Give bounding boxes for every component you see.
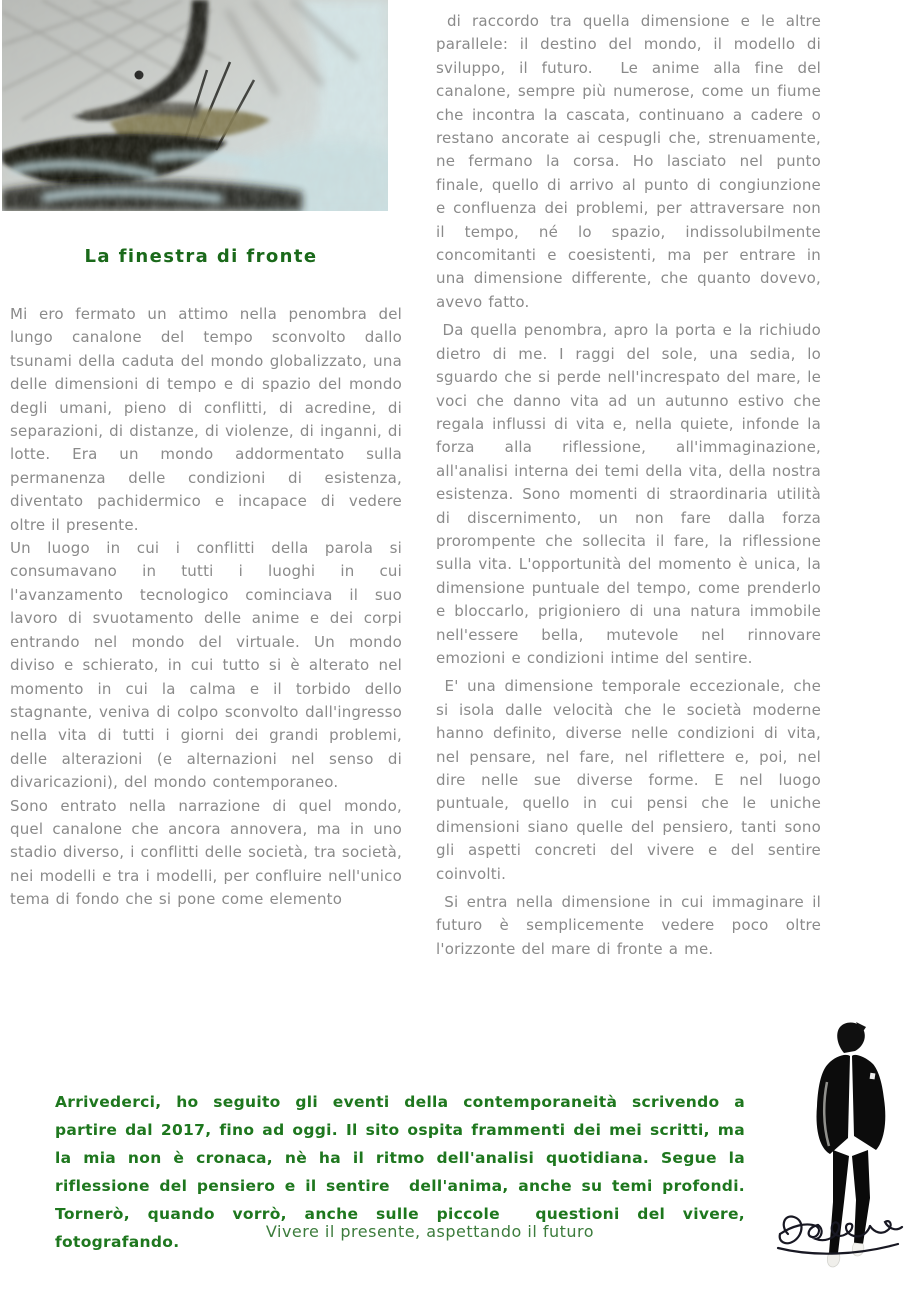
fashion-sketch-figure-image bbox=[772, 1020, 910, 1276]
paint-grain-overlay bbox=[2, 0, 388, 211]
paragraph: di raccordo tra quella dimensione e le altre parallele: il destino del mondo, il modello di sviluppo, il futuro. Le anime alla fine del canalone, sempre più numerose, come un fiume che incontra la cascata, continuano a cadere o restano ancorate ai cespugli che, strenuamente, ne fermano la corsa. Ho lasciato nel punto finale, quello di arrivo al punto di congiunzione e confluenza dei problemi, per attraversare non il tempo, né lo spazio, indissolubilmente concomitanti e coesistenti, ma per entrare in una dimensione differente, che quanto dovevo, avevo fatto. bbox=[436, 12, 827, 311]
paragraph: Un luogo in cui i conflitti della parola si consumavano in tutti i luoghi in cui l'avanzamento tecnologico cominciava il suo lavoro di svuotamento delle anime e dei corpi entrando nel mondo del virtuale. Un mondo diviso e schierato, in cui tutto si è alterato nel momento in cui la calma e il torbido dello stagnante, veniva di colpo sconvolto dall'ingresso nella vita di tutti i giorni dei grandi problemi, delle alterazioni (e alternazioni nel senso di divaricazioni), del mondo contemporaneo. bbox=[10, 539, 408, 792]
boat-artwork-svg bbox=[2, 0, 388, 211]
left-text-column bbox=[10, 303, 408, 912]
figure-shoe-right bbox=[852, 1243, 863, 1256]
paragraph: E' una dimensione temporale eccezionale, che si isola dalle velocità che le società moderne hanno definito, diverse nelle condizioni di vita, nel pensare, nel fare, nel riflettere e, poi, nel dire nelle sue diverse forme. E nel luogo puntuale, quello in cui pensi che le uniche dimensioni siano quelle del pensiero, tanti sono gli aspetti concreti del vivere e del sentire coinvolti. bbox=[436, 677, 827, 883]
paragraph: Si entra nella dimensione in cui immaginare il futuro è semplicemente vedere poco oltre l'orizzonte del mare di fronte a me. bbox=[436, 893, 827, 958]
right-text-column bbox=[436, 10, 827, 966]
abstract-boat-artwork-image bbox=[2, 0, 388, 211]
figure-shoe-left bbox=[827, 1253, 839, 1267]
paragraph: Sono entrato nella narrazione di quel mondo, quel canalone che ancora annovera, ma in uno stadio diverso, i conflitti delle società, tra società, nei modelli e tra i modelli, per confluire nell'unico tema di fondo che si pone come elemento bbox=[10, 796, 408, 909]
tagline: Vivere il presente, aspettando il futuro bbox=[265, 1222, 595, 1241]
figure-jacket-left bbox=[817, 1055, 850, 1154]
figure-pocket-square bbox=[870, 1073, 876, 1080]
paragraph: Mi ero fermato un attimo nella penombra del lungo canalone del tempo sconvolto dallo tsunami della caduta del mondo globalizzato, una delle dimensioni di tempo e di spazio del mondo degli umani, pieno di conflitti, di acredine, di separazioni, di distanze, di violenze, di inganni, di lotte. Era un mondo addormentato sulla permanenza delle condizioni di esistenza, diventato pachidermico e incapace di vedere oltre il presente. bbox=[10, 305, 408, 534]
page-title: La finestra di fronte bbox=[84, 246, 318, 267]
figure-jacket-right bbox=[852, 1055, 885, 1150]
paragraph: Da quella penombra, apro la porta e la richiudo dietro di me. I raggi del sole, una sedia, lo sguardo che si perde nell'increspato del mare, le voci che danno vita ad un autunno estivo che regala influssi di vita e, nella quiete, infonde la forza alla riflessione, all'immaginazione, all'analisi interna dei temi della vita, della nostra esistenza. Sono momenti di straordinaria utilità di discernimento, un non fare dalla forza prorompente che sollecita il fare, la riflessione sulla vita. L'opportunità del momento è unica, la dimensione puntuale del tempo, come prenderlo e bloccarlo, prigioniero di una natura immobile nell'essere bella, mutevole nel rinnovare emozioni e condizioni intime del sentire. bbox=[436, 321, 827, 667]
footer-message: Arrivederci, ho seguito gli eventi della contemporaneità scrivendo a partire dal 2017, fino ad oggi. Il sito ospita frammenti dei mei scritti, ma la mia non è cronaca, nè ha il ritmo dell'analisi quotidiana. Segue la riflessione del pensiero e il sentire dell'anima, anche su temi profondi. Tornerò, quando vorrò, anche sulle piccole questioni del vivere, fotografando. bbox=[55, 1093, 752, 1251]
fashion-figure-svg bbox=[772, 1020, 910, 1276]
